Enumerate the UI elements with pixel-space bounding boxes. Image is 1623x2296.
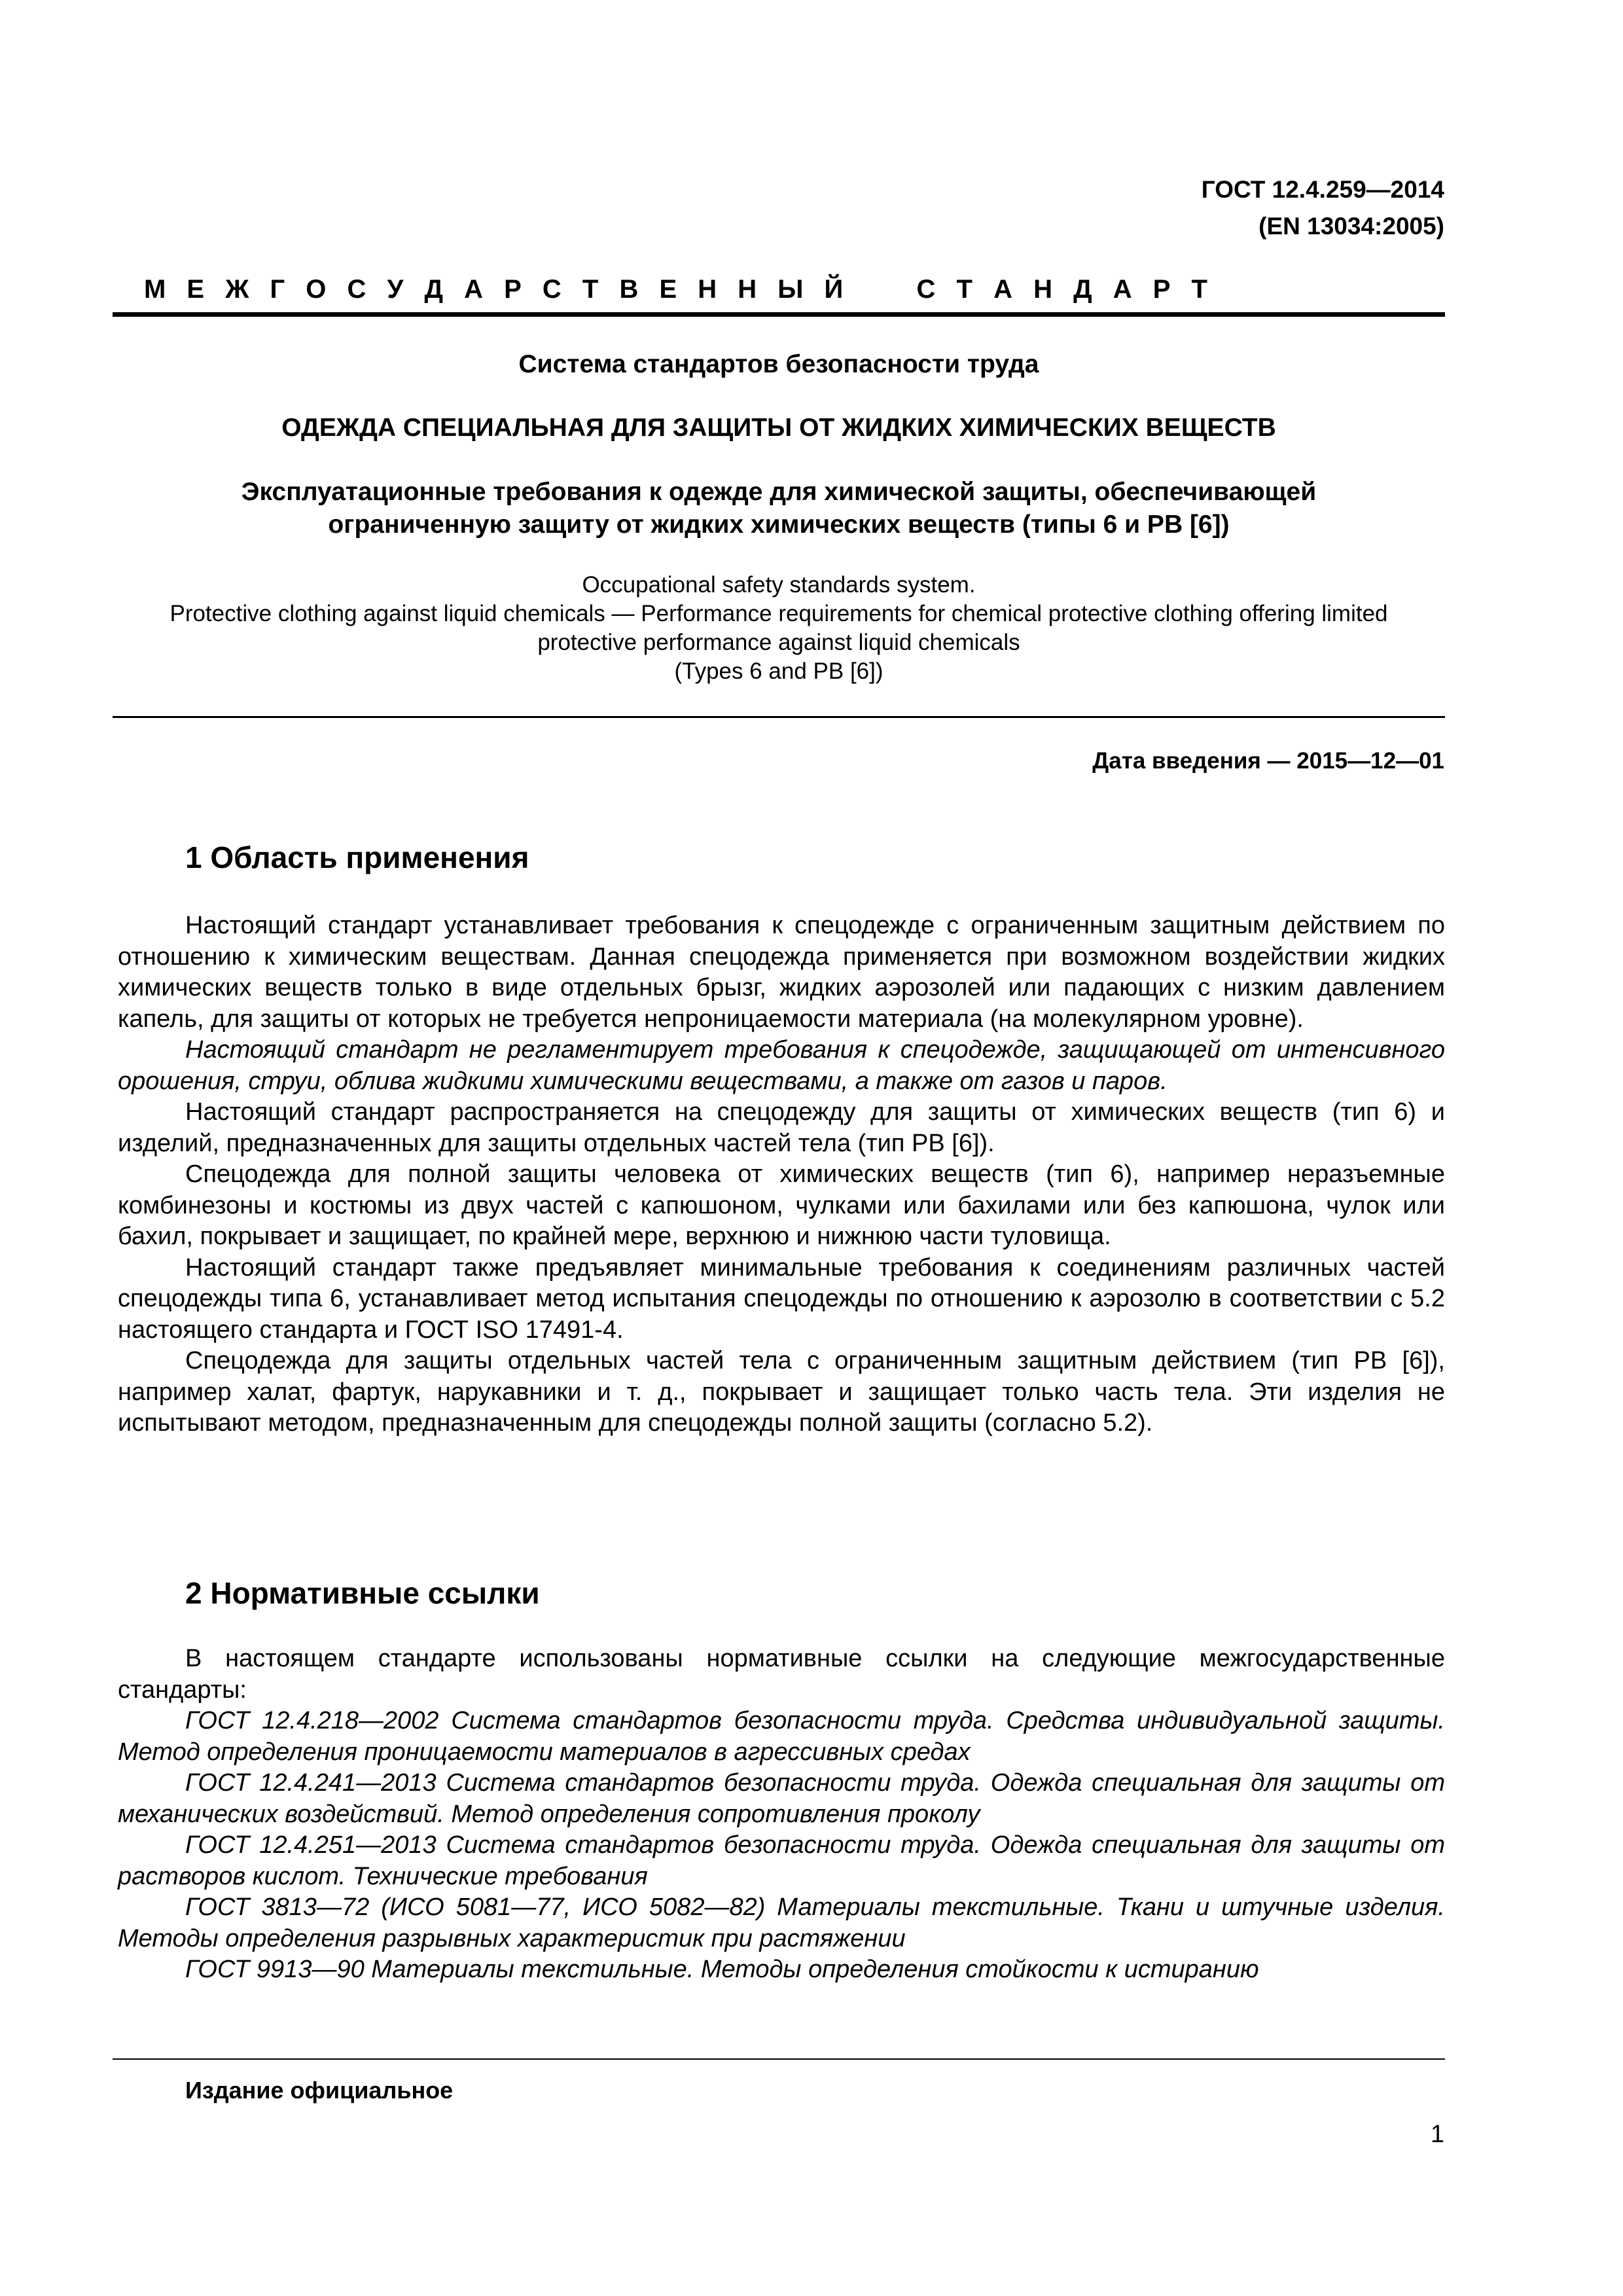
- english-title-line: Occupational safety standards system.: [582, 572, 976, 598]
- english-title-line: protective performance against liquid chemicals: [537, 630, 1020, 655]
- section-2-body: [118, 1643, 1445, 1986]
- paragraph: Настоящий стандарт устанавливает требования к спецодежде с ограниченным защитным действием по отношению к химическим веществам. Данная спецодежда применяется при возможном воздействии жидких химических веществ только в виде отдельных брызг, жидких аэрозолей или падающих с низким давлением капель, для защиты от которых не требуется непроницаемости материала (на молекулярном уровне).: [118, 912, 1445, 1033]
- reference-item: ГОСТ 3813—72 (ИСО 5081—77, ИСО 5082—82) Материалы текстильные. Ткани и штучные изделия. Методы определения разрывных характеристик при растяжении: [118, 1893, 1445, 1952]
- main-title: ОДЕЖДА СПЕЦИАЛЬНАЯ ДЛЯ ЗАЩИТЫ ОТ ЖИДКИХ ХИМИЧЕСКИХ ВЕЩЕСТВ: [281, 414, 1276, 442]
- english-title-line: Protective clothing against liquid chemicals — Performance requirements for chemical protective clothing offering limited: [169, 601, 1388, 626]
- interstate-standard-banner: [144, 275, 1387, 304]
- header-rule: [113, 312, 1445, 317]
- standard-code-block: [1202, 171, 1444, 245]
- subtitle-line: Эксплуатационные требования к одежде для химической защиты, обеспечивающей: [241, 478, 1317, 506]
- section-1-body: [118, 910, 1445, 1439]
- reference-item: ГОСТ 12.4.218—2002 Система стандартов безопасности труда. Средства индивидуальной защиты. Метод определения проницаемости материалов в агрессивных средах: [118, 1707, 1445, 1766]
- paragraph: Настоящий стандарт распространяется на спецодежду для защиты от химических веществ (тип 6) и изделий, предназначенных для защиты отдельных частей тела (тип PB [6]).: [118, 1098, 1445, 1157]
- section-1-heading: 1 Область применения: [185, 840, 529, 874]
- subtitle-line: ограниченную защиту от жидких химических веществ (типы 6 и PB [6]): [328, 511, 1230, 539]
- footer-rule: [113, 2058, 1445, 2060]
- reference-item: ГОСТ 9913—90 Материалы текстильные. Методы определения стойкости к истиранию: [185, 1956, 1259, 1983]
- reference-item: ГОСТ 12.4.251—2013 Система стандартов безопасности труда. Одежда специальная для защиты от растворов кислот. Технические требования: [118, 1831, 1445, 1890]
- standard-equivalent: (EN 13034:2005): [1258, 213, 1444, 240]
- subtitle: [113, 476, 1445, 541]
- standard-number: ГОСТ 12.4.259—2014: [1201, 176, 1444, 203]
- paragraph: В настоящем стандарте использованы нормативные ссылки на следующие межгосударственные стандарты:: [118, 1645, 1445, 1704]
- introduction-date: Дата введения — 2015—12—01: [1092, 748, 1444, 774]
- paragraph: Спецодежда для защиты отдельных частей тела с ограниченным защитным действием (тип PB [6]), например халат, фартук, нарукавники и т. д., покрывает и защищает только часть тела. Эти изделия не испытывают методом, предназначенным для спецодежды полной защиты (согласно 5.2).: [118, 1347, 1445, 1437]
- system-title: Система стандартов безопасности труда: [518, 350, 1039, 378]
- banner-word-standard: С Т А Н Д А Р Т: [916, 275, 1207, 304]
- page-number: 1: [1430, 2121, 1444, 2148]
- section-2-heading: 2 Нормативные ссылки: [185, 1576, 540, 1610]
- banner-word-interstate: М Е Ж Г О С У Д А Р С Т В Е Н Н Ы Й: [144, 275, 844, 304]
- english-title-line: (Types 6 and PB [6]): [674, 658, 883, 684]
- reference-item: ГОСТ 12.4.241—2013 Система стандартов безопасности труда. Одежда специальная для защиты от механических воздействий. Метод определения сопротивления проколу: [118, 1769, 1445, 1828]
- paragraph: Настоящий стандарт не регламентирует требования к спецодежде, защищающей от интенсивного орошения, струи, облива жидкими химическими веществами, а также от газов и паров.: [118, 1036, 1445, 1095]
- english-title: [113, 571, 1445, 686]
- official-edition-label: Издание официальное: [185, 2077, 454, 2104]
- paragraph: Спецодежда для полной защиты человека от химических веществ (тип 6), например неразъемные комбинезоны и костюмы из двух частей с капюшоном, чулками или бахилами или без капюшона, чулок или бахил, покрывает и защищает, по крайней мере, верхнюю и нижнюю части туловища.: [118, 1160, 1445, 1250]
- paragraph: Настоящий стандарт также предъявляет минимальные требования к соединениям различных частей спецодежды типа 6, устанавливает метод испытания спецодежды по отношению к аэрозолю в соответствии с 5.2 настоящего стандарта и ГОСТ ISO 17491-4.: [118, 1253, 1445, 1344]
- title-rule: [113, 716, 1445, 718]
